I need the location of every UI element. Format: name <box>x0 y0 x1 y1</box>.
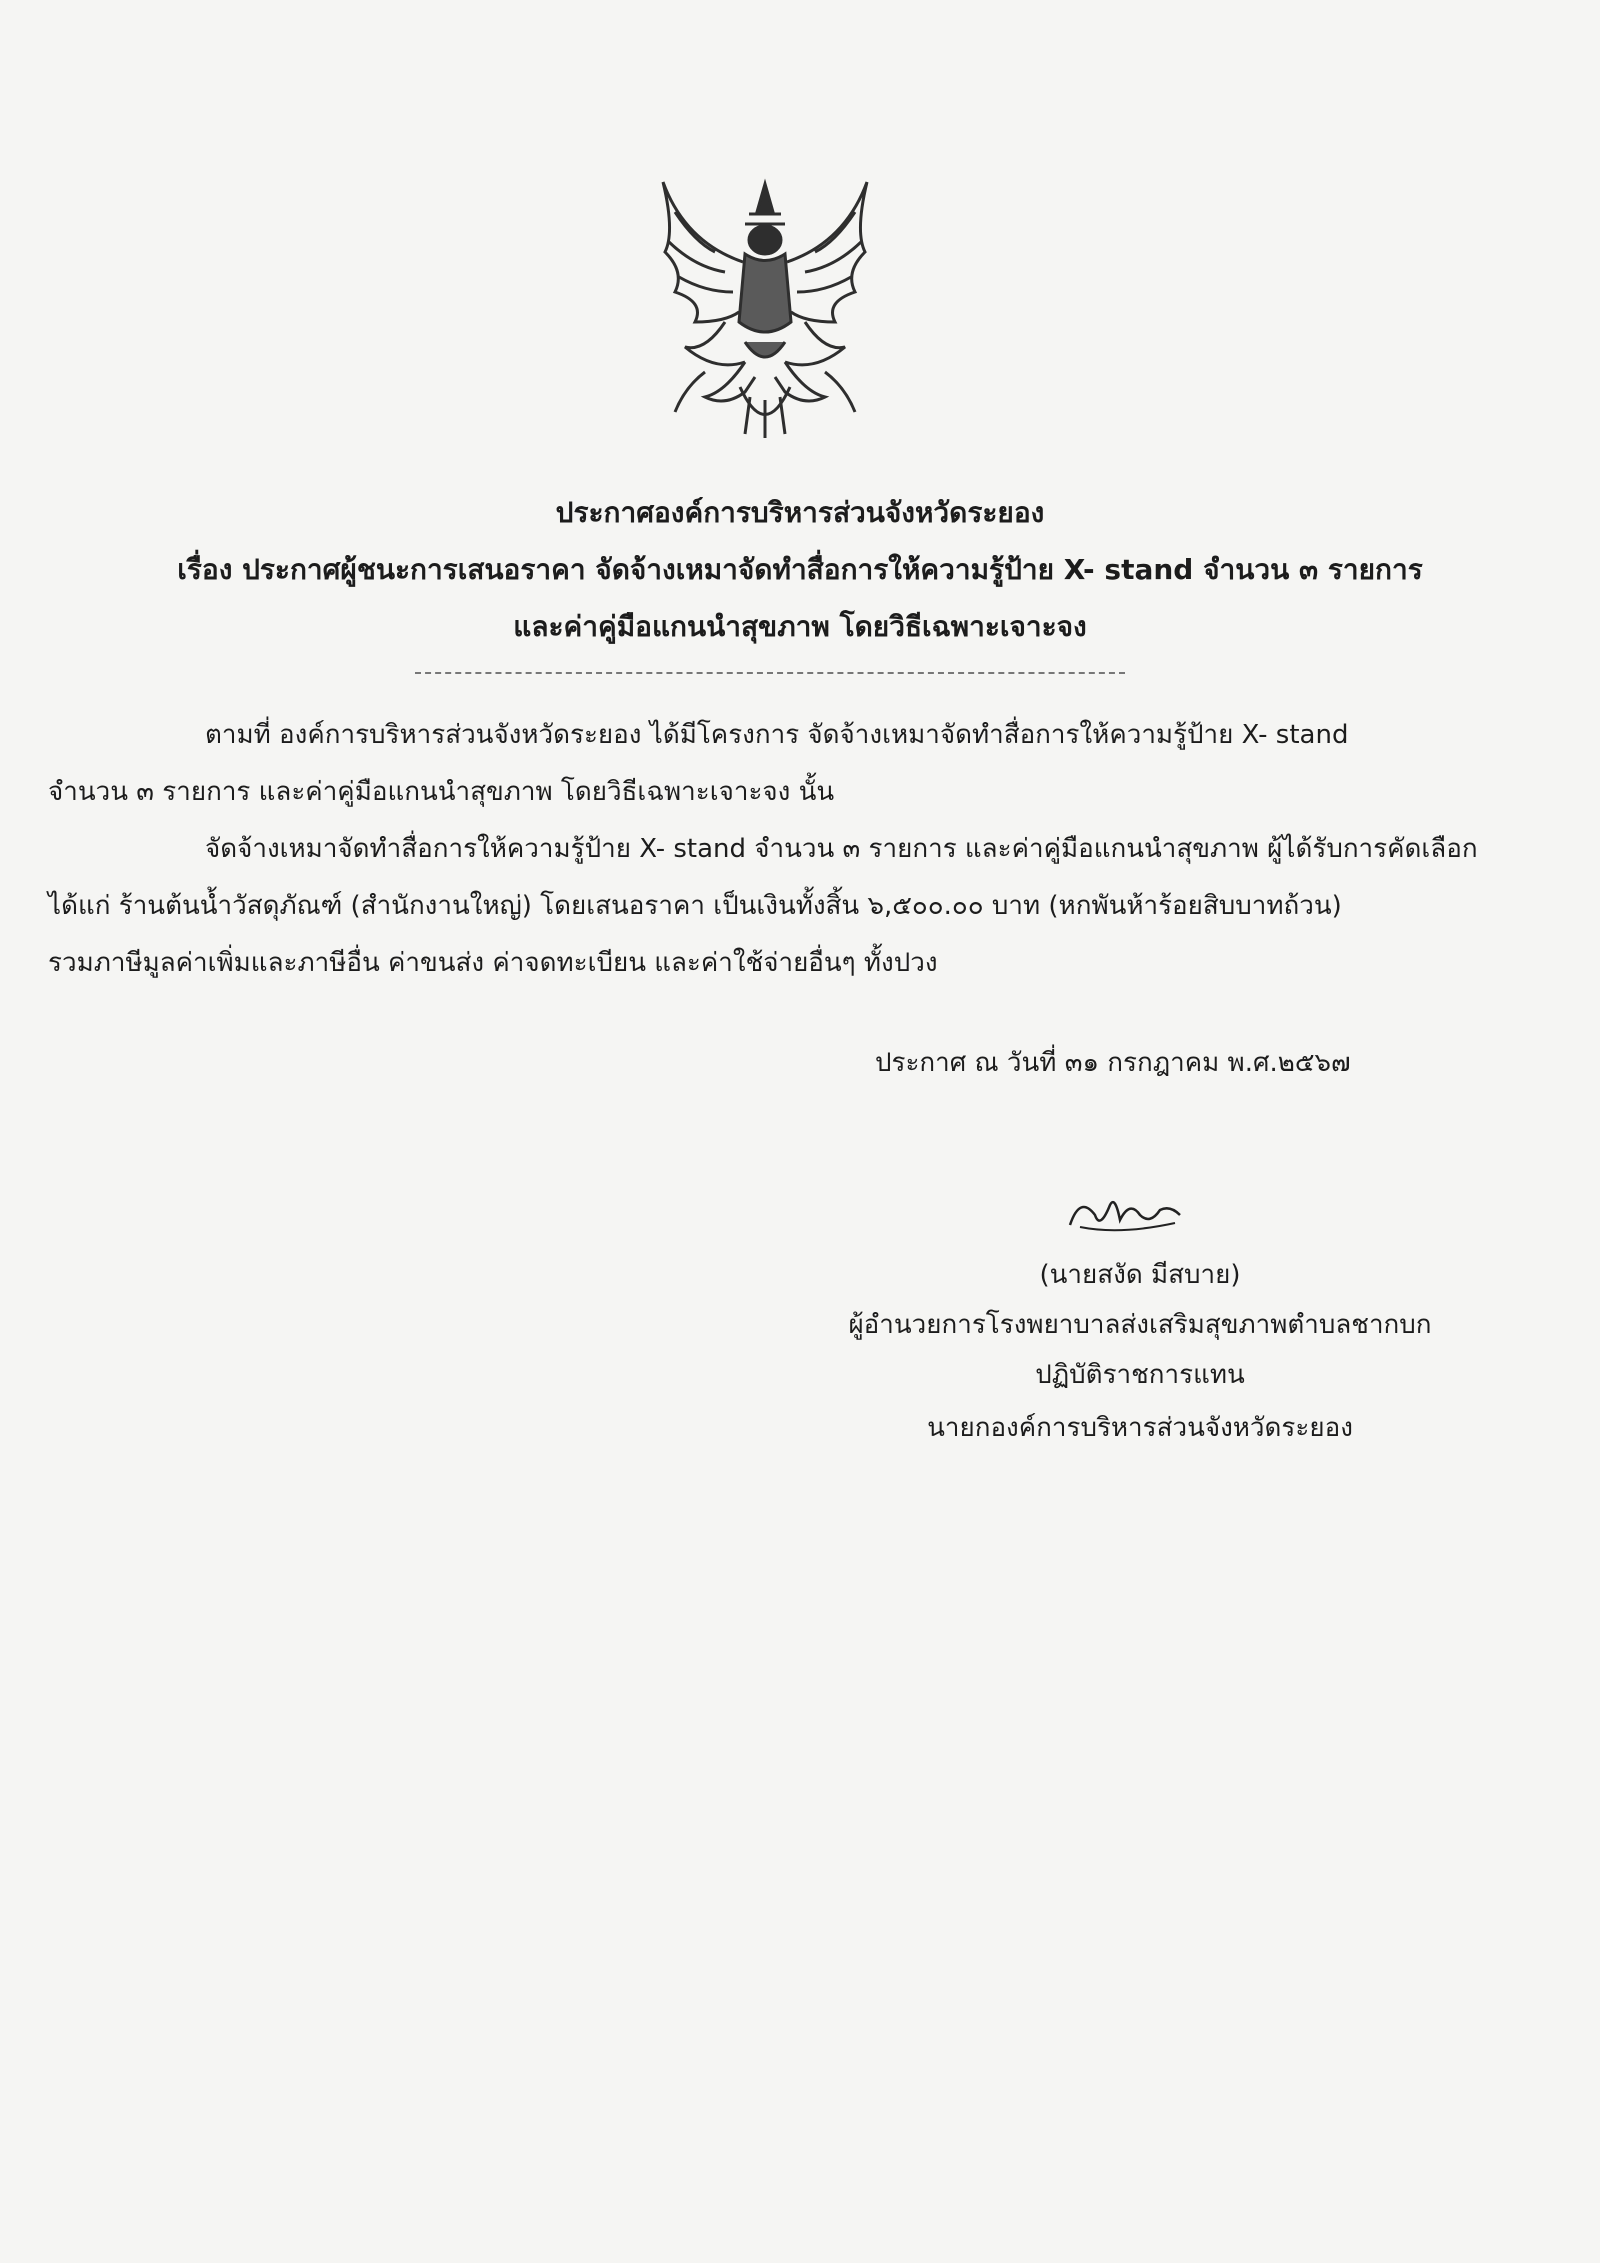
signatory-position: ผู้อำนวยการโรงพยาบาลส่งเสริมสุขภาพตำบลชากบก <box>848 1310 1432 1340</box>
subject-line-1: เรื่อง ประกาศผู้ชนะการเสนอราคา จัดจ้างเหมาจัดทำสื่อการให้ความรู้ป้าย X- stand จำนวน ๓ รายการ <box>177 553 1423 586</box>
paragraph-2-line-2: ได้แก่ ร้านต้นน้ำวัสดุภัณฑ์ (สำนักงานใหญ่) โดยเสนอราคา เป็นเงินทั้งสิ้น ๖,๕๐๐.๐๐ บาท (หกพันห้าร้อยสิบบาทถ้วน) <box>48 891 1342 921</box>
principal-title: นายกองค์การบริหารส่วนจังหวัดระยอง <box>927 1413 1353 1443</box>
paragraph-1-line-1: ตามที่ องค์การบริหารส่วนจังหวัดระยอง ได้มีโครงการ จัดจ้างเหมาจัดทำสื่อการให้ความรู้ป้าย X- stand <box>205 720 1349 750</box>
divider <box>415 672 1125 674</box>
signature <box>1060 1185 1190 1245</box>
garuda-emblem-icon <box>645 172 885 442</box>
subject-line-2: และค่าคู่มือแกนนำสุขภาพ โดยวิธีเฉพาะเจาะจง <box>513 610 1087 643</box>
signatory-name: (นายสงัด มีสบาย) <box>1039 1260 1241 1290</box>
paragraph-2-line-3: รวมภาษีมูลค่าเพิ่มและภาษีอื่น ค่าขนส่ง ค่าจดทะเบียน และค่าใช้จ่ายอื่นๆ ทั้งปวง <box>48 948 938 978</box>
paragraph-1-line-2: จำนวน ๓ รายการ และค่าคู่มือแกนนำสุขภาพ โดยวิธีเฉพาะเจาะจง นั้น <box>48 777 835 807</box>
announcement-title: ประกาศองค์การบริหารส่วนจังหวัดระยอง <box>555 496 1045 529</box>
paragraph-2-line-1: จัดจ้างเหมาจัดทำสื่อการให้ความรู้ป้าย X- stand จำนวน ๓ รายการ และค่าคู่มือแกนนำสุขภาพ ผู้ได้รับการคัดเลือก <box>205 834 1478 864</box>
acting-on-behalf: ปฏิบัติราชการแทน <box>1035 1360 1245 1390</box>
announcement-date: ประกาศ ณ วันที่ ๓๑ กรกฎาคม พ.ศ.๒๕๖๗ <box>875 1048 1351 1078</box>
